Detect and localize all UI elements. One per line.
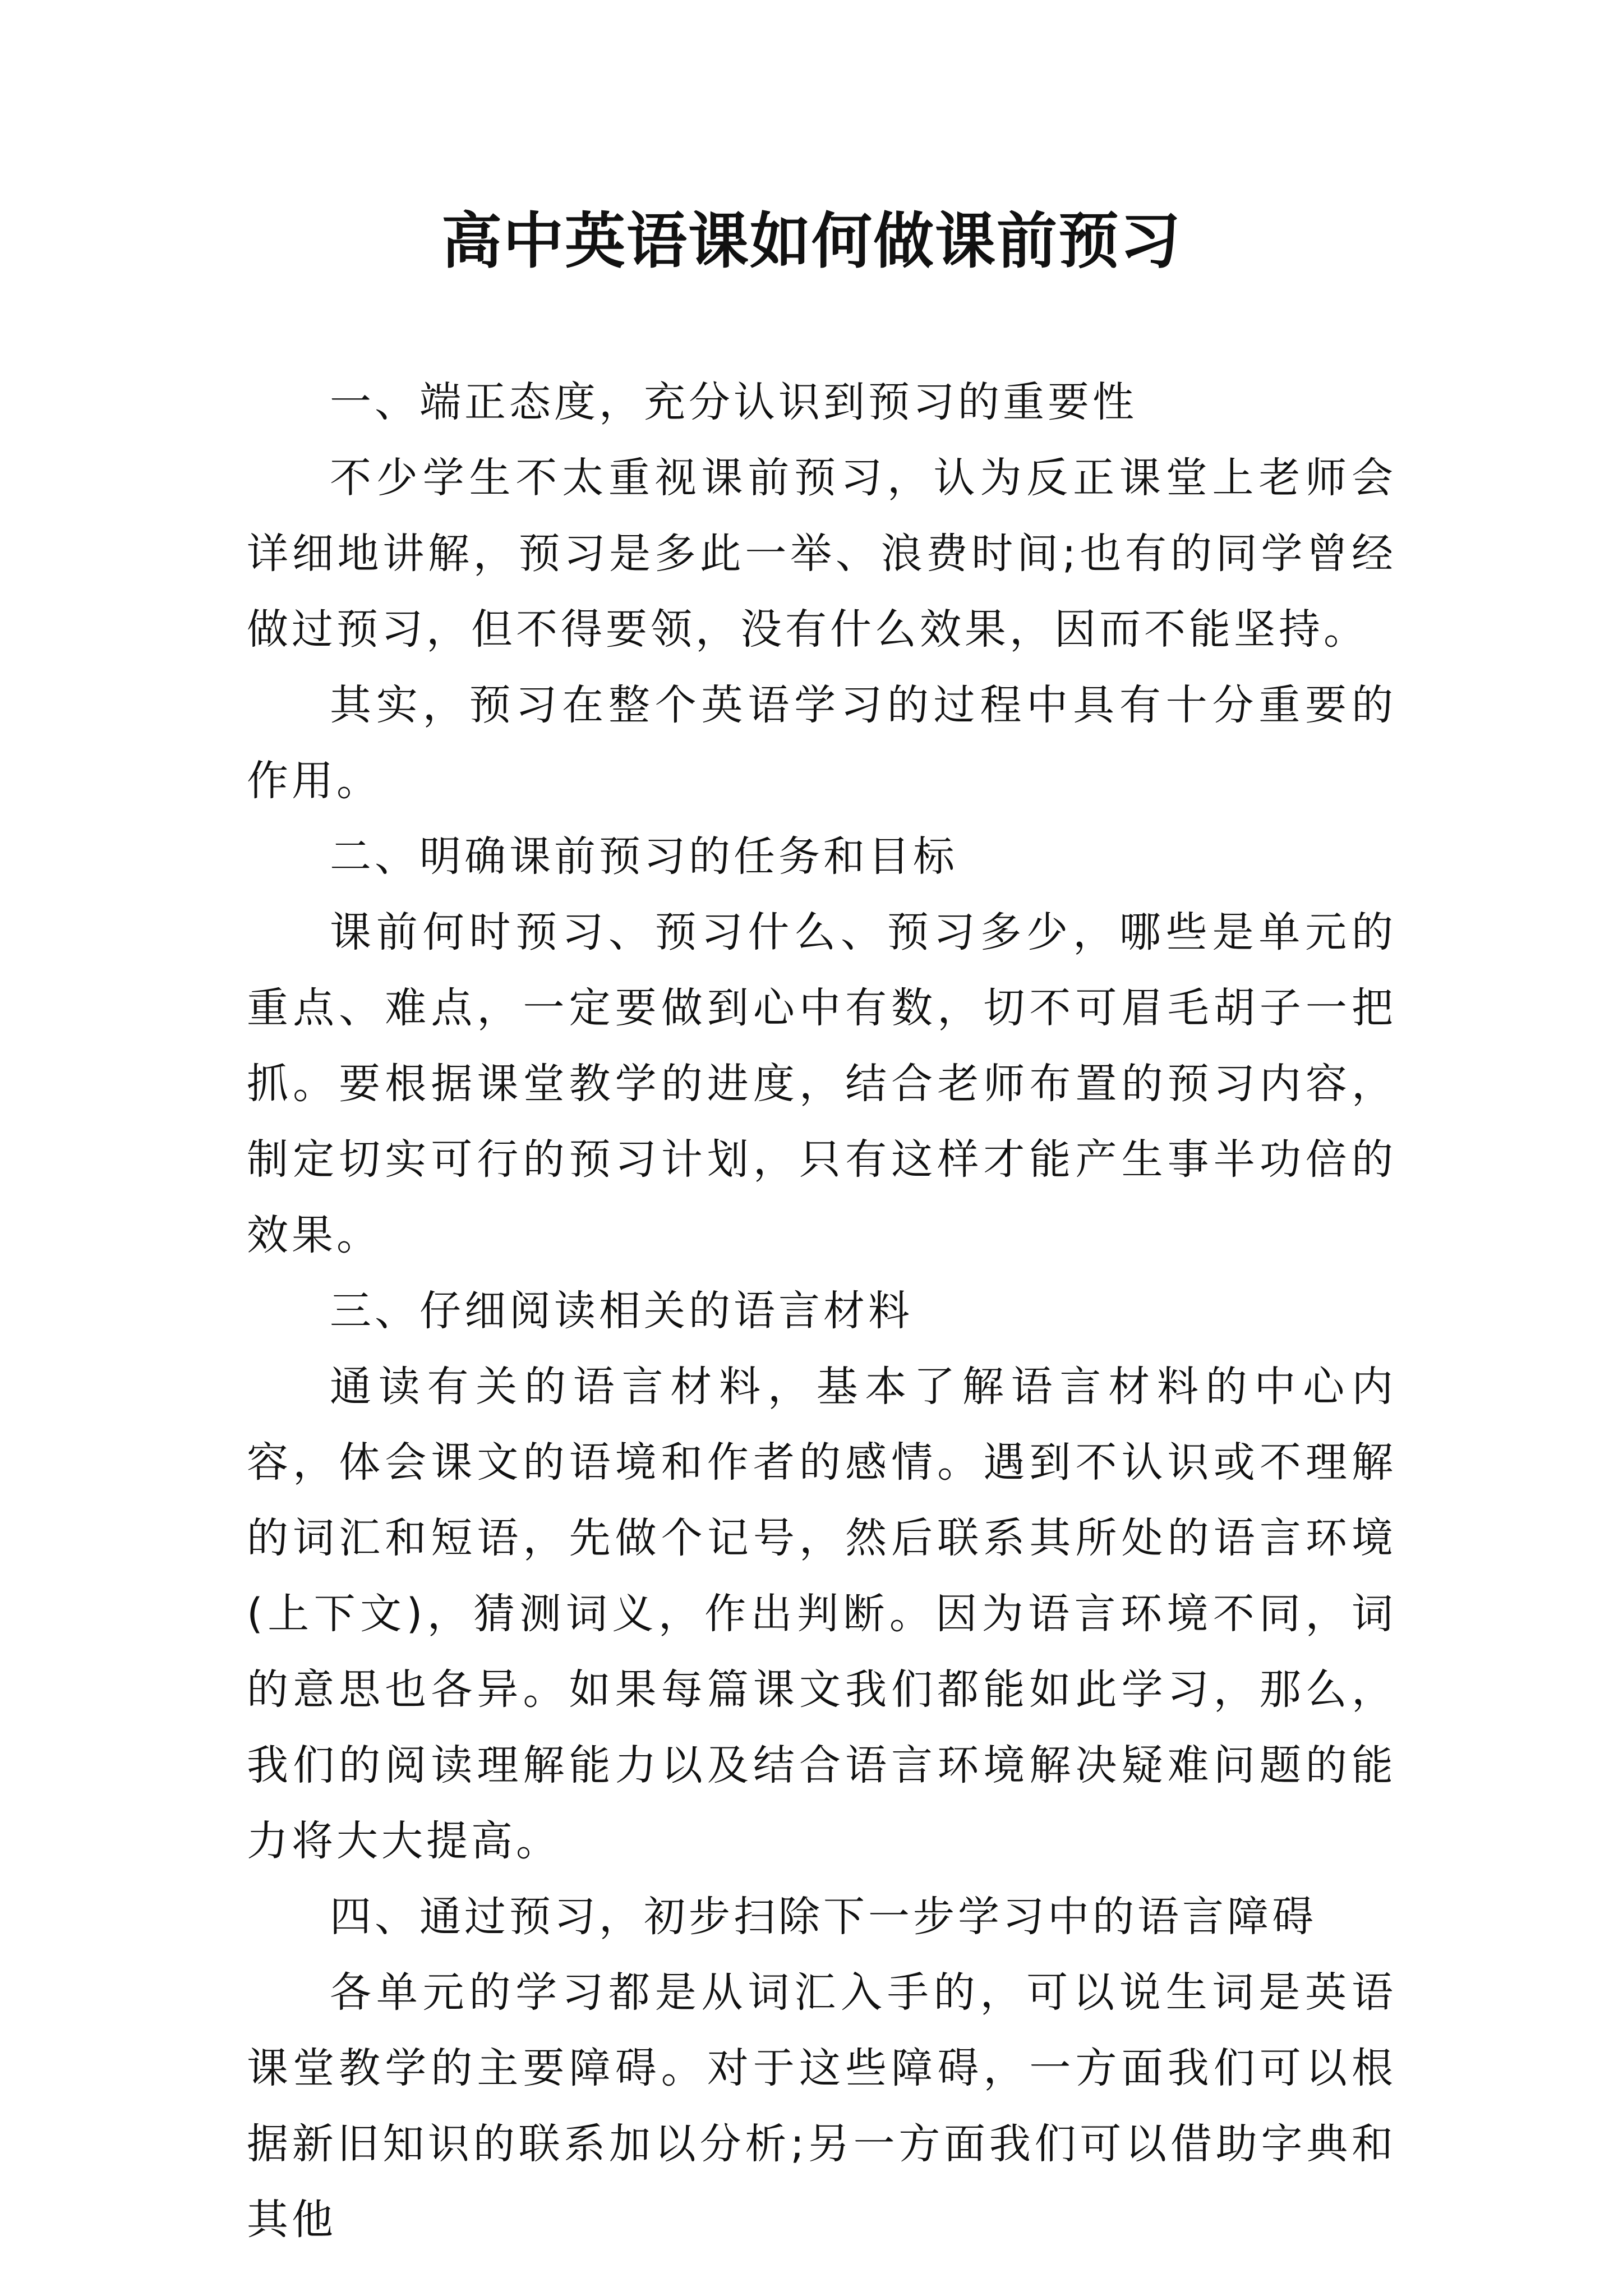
paragraph: 不少学生不太重视课前预习，认为反正课堂上老师会详细地讲解，预习是多此一举、浪费时间;也有的同学曾经做过预习，但不得要领，没有什么效果，因而不能坚持。 <box>247 454 1396 654</box>
section-heading-3: 三、仔细阅读相关的语言材料 <box>330 1287 913 1335</box>
paragraph: 各单元的学习都是从词汇入手的，可以说生词是英语课堂教学的主要障碍。对于这些障碍，一方面我们可以根据新旧知识的联系加以分析;另一方面我们可以借助字典和其他 <box>247 1968 1396 2244</box>
paragraph: 其实，预习在整个英语学习的过程中具有十分重要的作用。 <box>247 681 1396 805</box>
section-heading-2: 二、明确课前预习的任务和目标 <box>330 832 958 881</box>
document-body <box>247 365 1396 2258</box>
section-heading-4: 四、通过预习，初步扫除下一步学习中的语言障碍 <box>330 1893 1317 1941</box>
paragraph: 课前何时预习、预习什么、预习多少，哪些是单元的重点、难点，一定要做到心中有数，切不可眉毛胡子一把抓。要根据课堂教学的进度，结合老师布置的预习内容，制定切实可行的预习计划，只有这样才能产生事半功倍的效果。 <box>247 908 1396 1259</box>
document-title: 高中英语课如何做课前预习 <box>441 206 1182 277</box>
section-heading-1: 一、端正态度，充分认识到预习的重要性 <box>330 378 1137 426</box>
paragraph: 通读有关的语言材料，基本了解语言材料的中心内容，体会课文的语境和作者的感情。遇到不认识或不理解的词汇和短语，先做个记号，然后联系其所处的语言环境(上下文)，猜测词义，作出判断。因为语言环境不同，词的意思也各异。如果每篇课文我们都能如此学习，那么，我们的阅读理解能力以及结合语言环境解决疑难问题的能力将大大提高。 <box>247 1363 1396 1865</box>
